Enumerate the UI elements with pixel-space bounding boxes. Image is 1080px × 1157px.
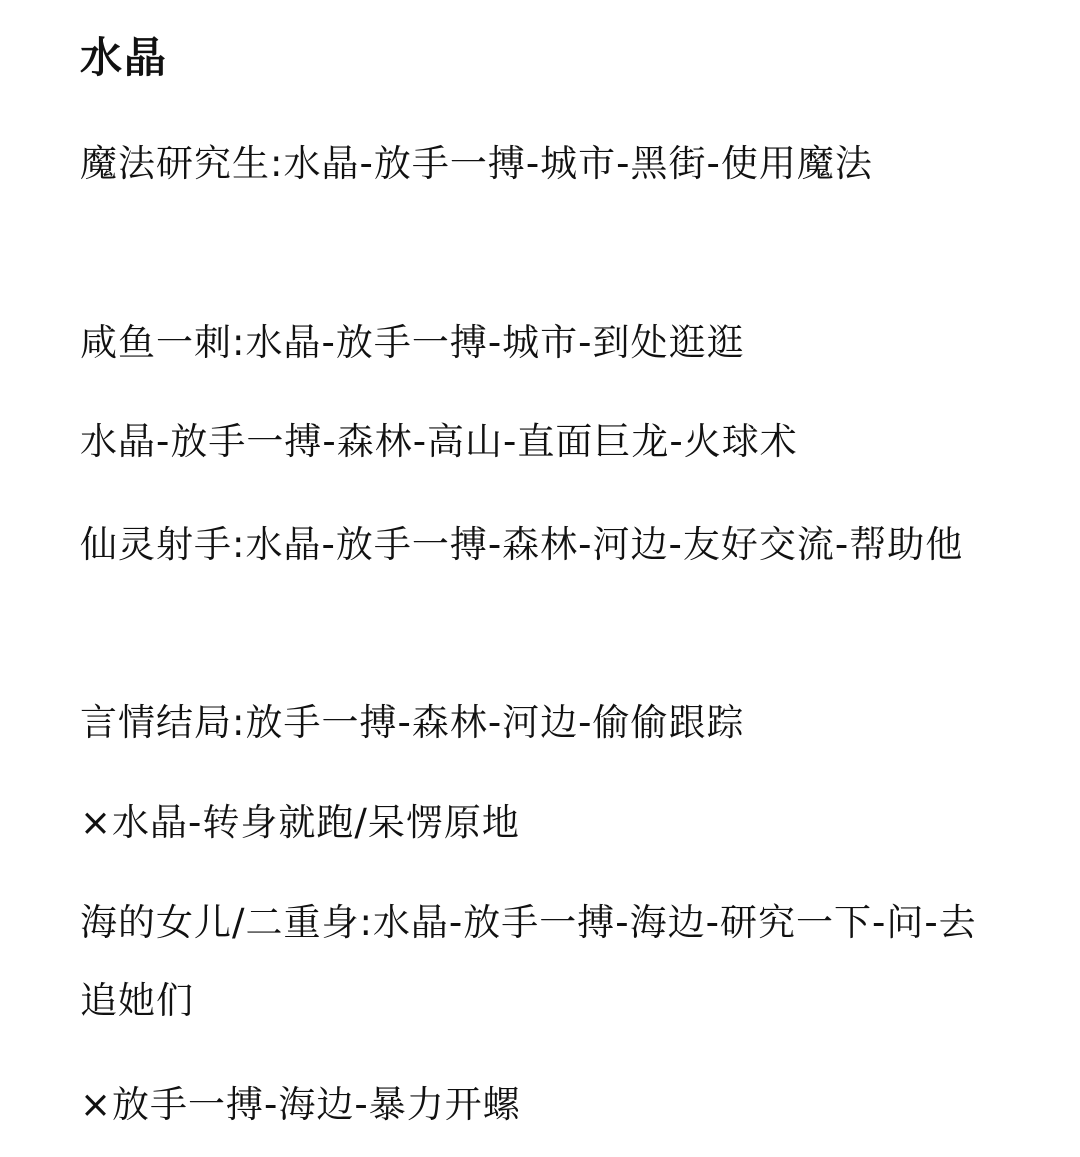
route-entry: ×放手一搏-海边-暴力开螺 (80, 1083, 521, 1126)
route-entry: 言情结局:放手一搏-森林-河边-偷偷跟踪 (80, 701, 745, 744)
route-entry: 咸鱼一刺:水晶-放手一搏-城市-到处逛逛 (80, 321, 745, 364)
route-entry: 魔法研究生:水晶-放手一搏-城市-黑街-使用魔法 (80, 142, 873, 185)
route-entry: 仙灵射手:水晶-放手一搏-森林-河边-友好交流-帮助他 (80, 523, 964, 566)
route-entry: ×水晶-转身就跑/呆愣原地 (80, 801, 520, 844)
page-title: 水晶 (80, 33, 169, 82)
route-entry: 海的女儿/二重身:水晶-放手一搏-海边-研究一下-问-去追她们 (80, 901, 977, 1022)
route-entry: 水晶-放手一搏-森林-高山-直面巨龙-火球术 (80, 420, 798, 463)
